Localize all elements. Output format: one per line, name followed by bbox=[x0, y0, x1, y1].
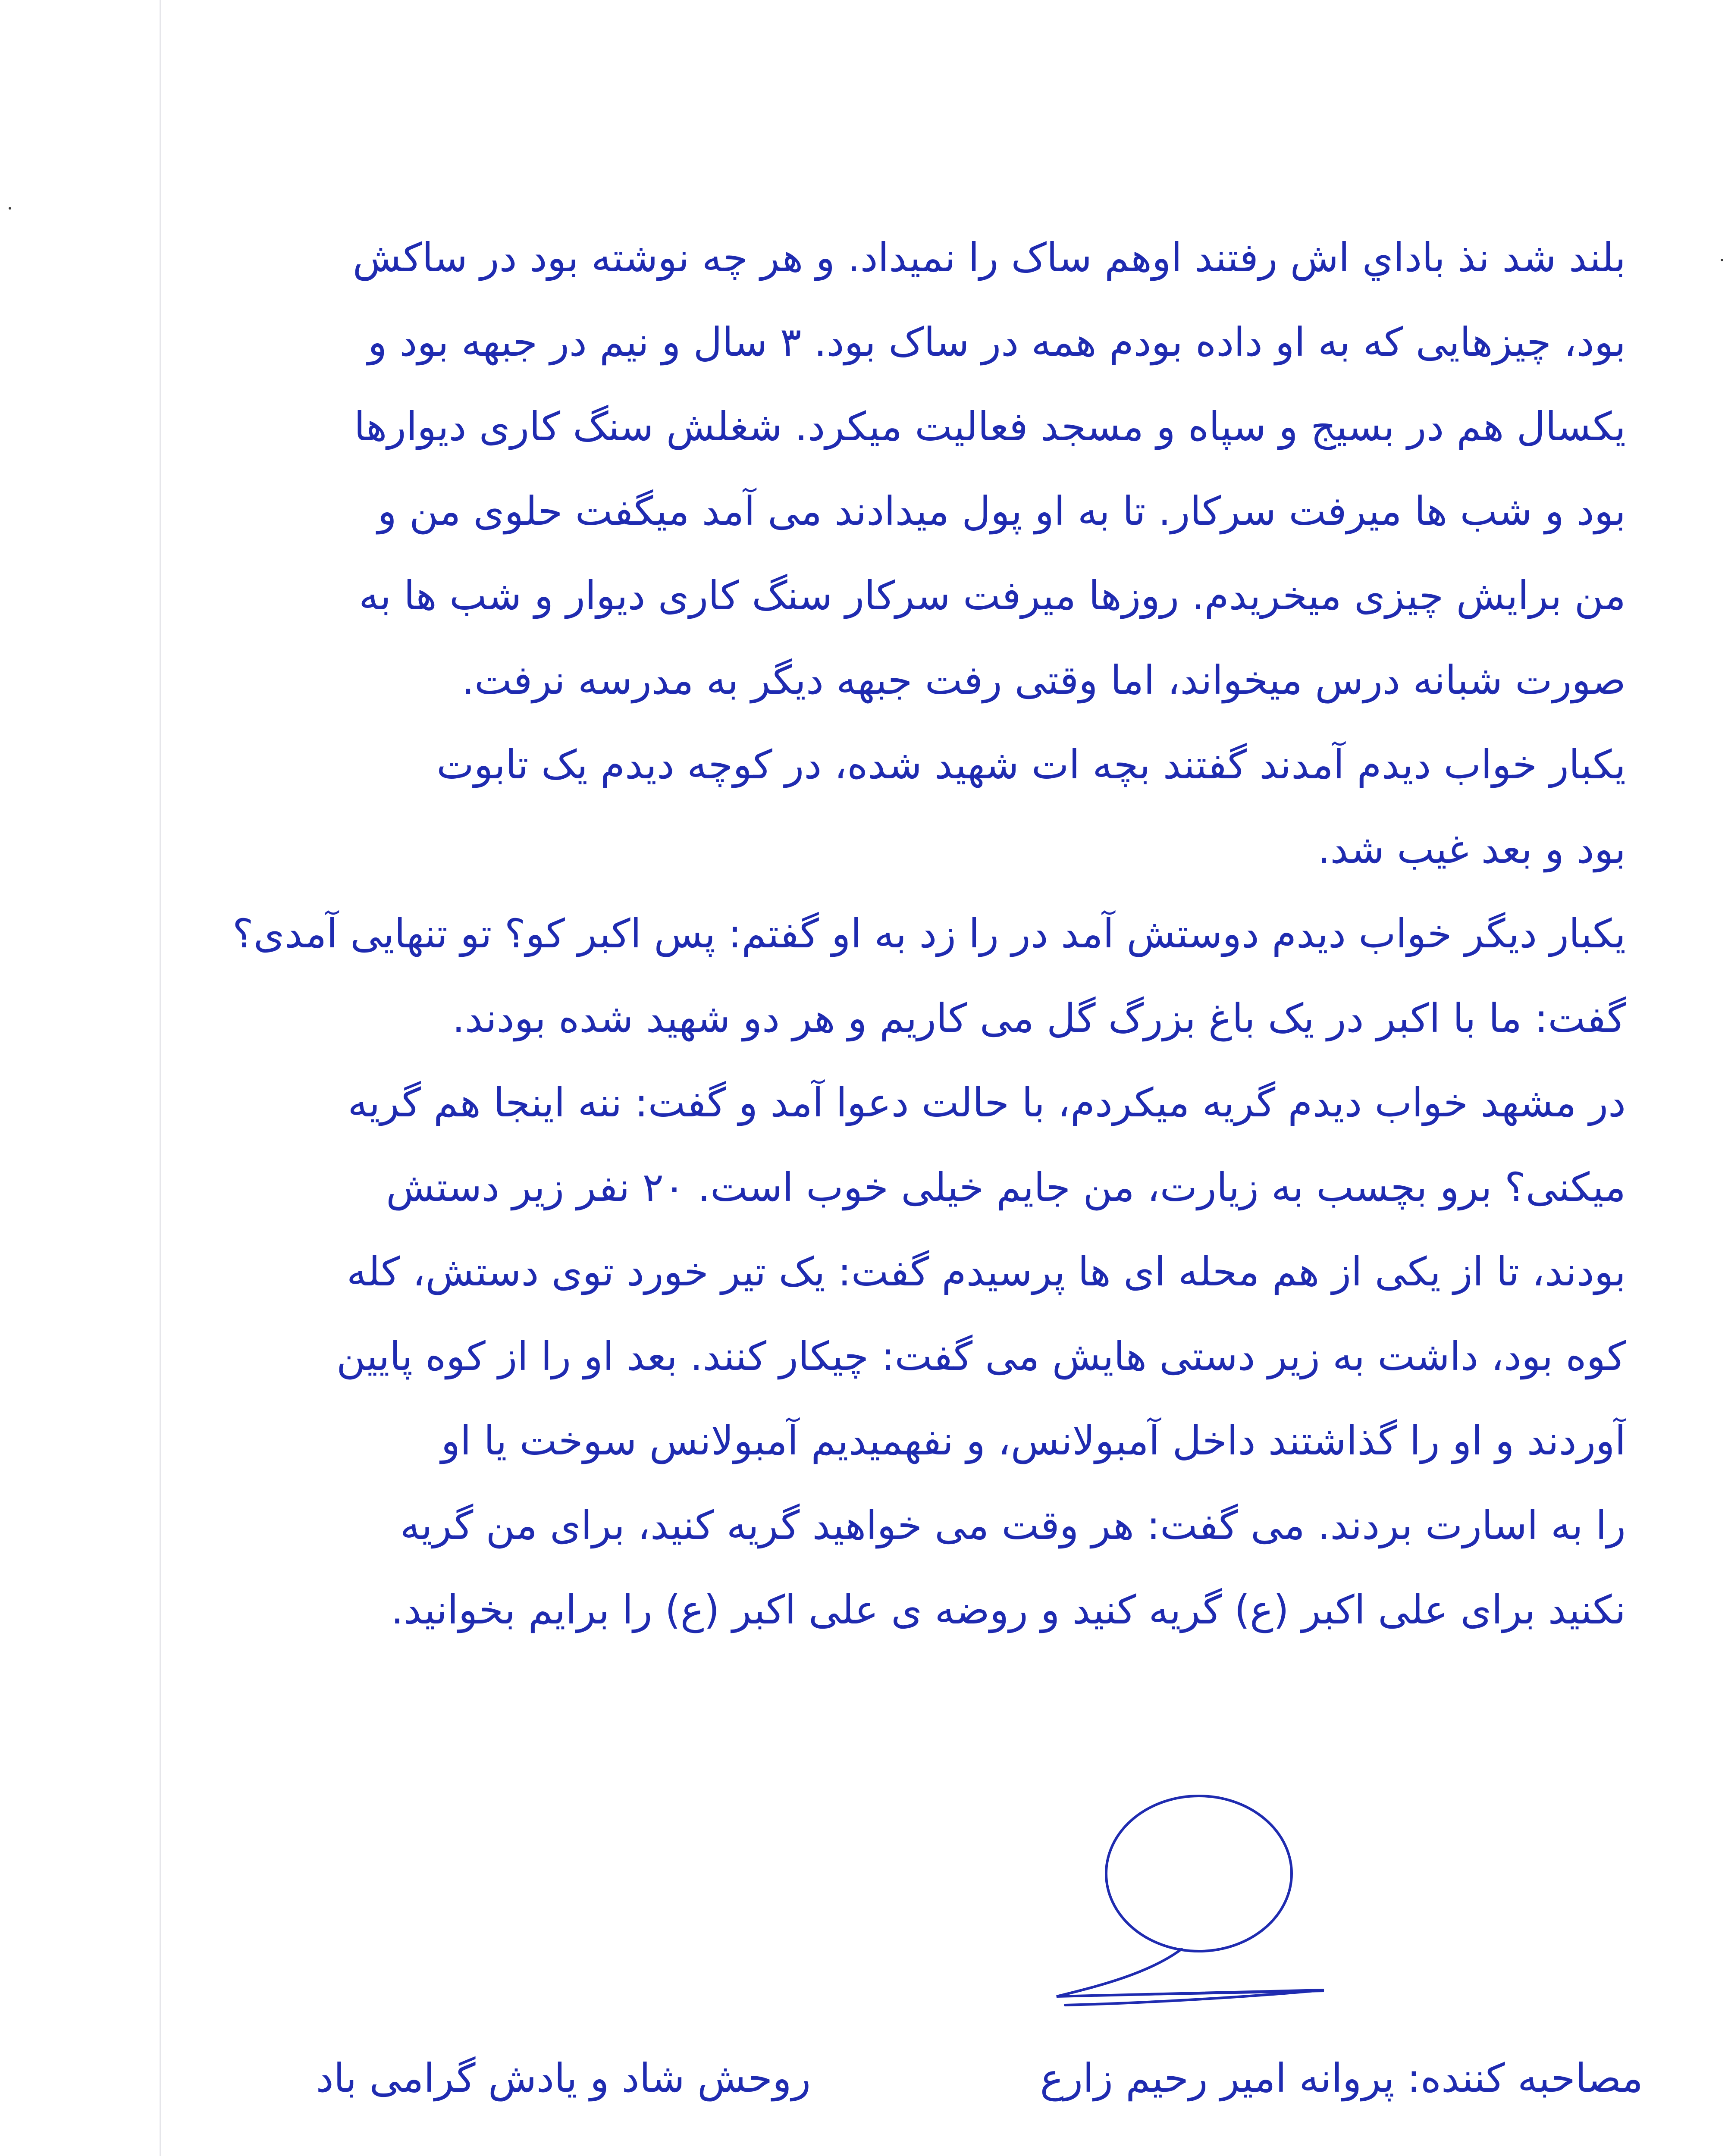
letter-line: بودند، تا از یکی از هم محله ای ها پرسیدم گفت: یک تیر خورد توی دستش، کله bbox=[346, 1249, 1626, 1295]
closing-phrase: روحش شاد و یادش گرامی باد bbox=[316, 2055, 811, 2101]
letter-line: یکبار دیگر خواب دیدم دوستش آمد در را زد به او گفتم: پس اکبر کو؟ تو تنهایی آمدی؟ bbox=[232, 911, 1626, 957]
letter-line: یکبار خواب دیدم آمدند گفتند بچه ات شهید شده، در کوچه دیدم یک تابوت bbox=[436, 742, 1626, 788]
letter-line: کوه بود، داشت به زیر دستی هایش می گفت: چیکار کنند. بعد او را از کوه پایین bbox=[336, 1333, 1626, 1379]
letter-line: بود و شب ها میرفت سرکار. تا به او پول میدادند می آمد میگفت حلوی من و bbox=[377, 488, 1626, 534]
letter-line: نکنید برای علی اکبر (ع) گریه کنید و روضه ی علی اکبر (ع) را برایم بخوانید. bbox=[391, 1587, 1626, 1633]
letter-line: صورت شبانه درس میخواند، اما وقتی رفت جبهه دیگر به مدرسه نرفت. bbox=[461, 657, 1626, 703]
letter-line: بلند شد نذ باداي اش رفتند اوهم ساک را نمیداد. و هر چه نوشته بود در ساکش bbox=[352, 235, 1626, 281]
scan-speck bbox=[9, 207, 11, 210]
letter-line: من برایش چیزی میخریدم. روزها میرفت سرکار سنگ کاری دیوار و شب ها به bbox=[359, 573, 1626, 619]
letter-line: آوردند و او را گذاشتند داخل آمبولانس، و نفهمیدیم آمبولانس سوخت یا او bbox=[441, 1418, 1626, 1464]
letter-line: بود و بعد غیب شد. bbox=[1317, 826, 1626, 872]
letter-body bbox=[147, 216, 1626, 1652]
interviewer-credit: مصاحبه کننده: پروانه امیر رحیم زارع bbox=[1040, 2055, 1643, 2101]
letter-line: میکنی؟ برو بچسب به زیارت، من جایم خیلی خوب است. ۲۰ نفر زیر دستش bbox=[386, 1164, 1626, 1210]
letter-line: در مشهد خواب دیدم گریه میکردم، با حالت دعوا آمد و گفت: ننه اینجا هم گریه bbox=[348, 1080, 1626, 1126]
letter-line: را به اسارت بردند. می گفت: هر وقت می خواهید گریه کنید، برای من گریه bbox=[400, 1502, 1626, 1548]
letter-line: بود، چیزهایی که به او داده بودم همه در ساک بود. ۳ سال و نیم در جبهه بود و bbox=[367, 319, 1626, 365]
scan-speck bbox=[1721, 259, 1723, 261]
letter-line: گفت: ما با اکبر در یک باغ بزرگ گل می کاریم و هر دو شهید شده بودند. bbox=[452, 995, 1626, 1041]
handwritten-signature bbox=[1039, 1794, 1341, 2027]
letter-line: یکسال هم در بسیج و سپاه و مسجد فعالیت میکرد. شغلش سنگ کاری دیوارها bbox=[354, 404, 1626, 450]
